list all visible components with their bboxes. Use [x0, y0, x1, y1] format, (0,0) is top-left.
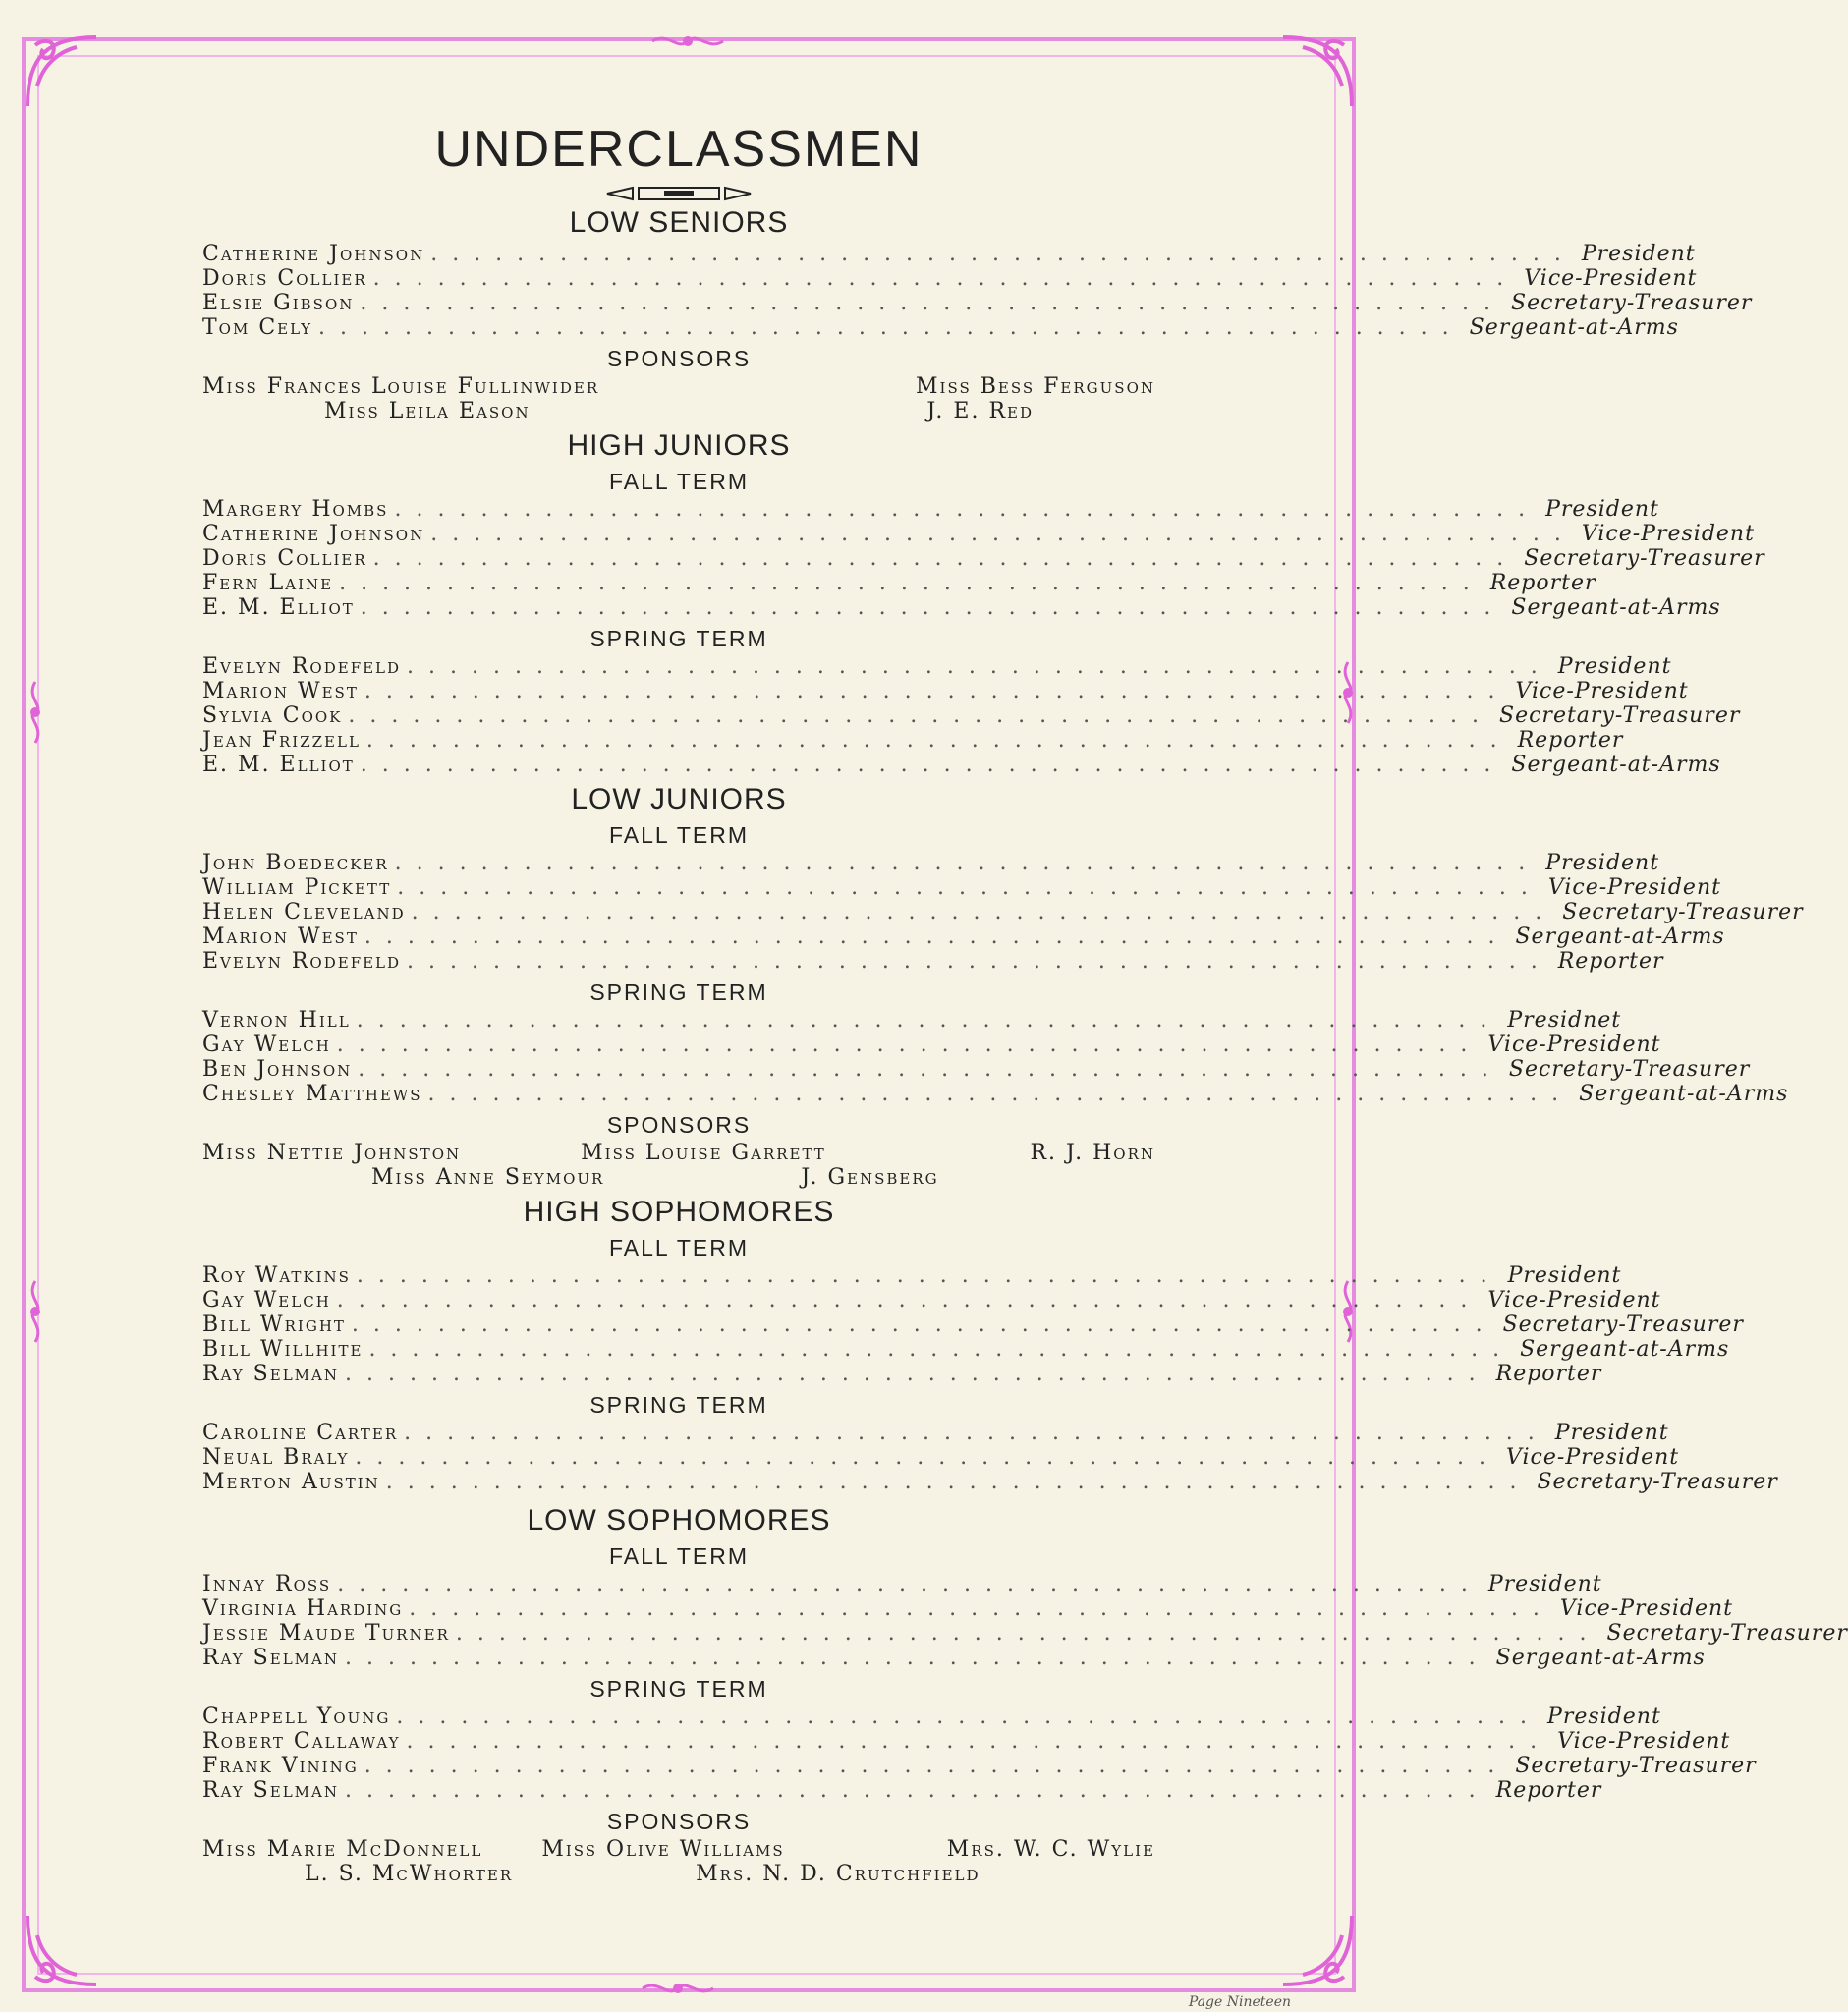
- page-title: UNDERCLASSMEN: [434, 121, 924, 178]
- officer-row: Doris Collier ..................................................... Vice-President: [202, 266, 1698, 291]
- top-ornament-icon: [648, 29, 727, 57]
- officer-office: Vice-President: [1506, 1445, 1680, 1470]
- officer-name: Sylvia Cook: [202, 703, 343, 728]
- officer-name: Margery Hombs: [202, 497, 389, 522]
- officer-name: Ray Selman: [202, 1778, 339, 1803]
- officer-name: E. M. Elliot: [202, 753, 355, 777]
- officer-name: Roy Watkins: [202, 1263, 351, 1288]
- officer-name: Neual Braly: [202, 1445, 350, 1470]
- officer-name: Marion West: [202, 924, 359, 949]
- title-divider-icon: [605, 185, 753, 202]
- officer-name: Gay Welch: [202, 1033, 331, 1057]
- officer-name: Helen Cleveland: [202, 900, 406, 924]
- sponsors-title: SPONSORS: [606, 1112, 752, 1138]
- officer-name: Chappell Young: [202, 1705, 391, 1729]
- left-ornament-icon: [24, 1277, 47, 1350]
- officer-office: Secretary-Treasurer: [1562, 900, 1804, 924]
- officer-row: Chappell Young ..................................................... President: [202, 1705, 1661, 1729]
- officer-office: Sergeant-at-Arms: [1579, 1082, 1789, 1106]
- officer-row: Bill Willhite ..................................................... Sergeant-at-Arms: [202, 1337, 1730, 1362]
- officer-name: Jean Frizzell: [202, 728, 361, 753]
- officer-row: Ray Selman ..................................................... Reporter: [202, 1362, 1602, 1386]
- officer-row: E. M. Elliot ..................................................... Sergeant-at-Arms: [202, 753, 1721, 777]
- officer-office: Secretary-Treasurer: [1502, 1313, 1744, 1337]
- officer-name: Evelyn Rodefeld: [202, 654, 402, 679]
- sponsor-name: Mrs. N. D. Crutchfield: [696, 1862, 980, 1886]
- officer-list: [202, 654, 1741, 777]
- officer-name: Fern Laine: [202, 571, 334, 595]
- officer-row: Evelyn Rodefeld ..................................................... President: [202, 654, 1672, 679]
- officer-name: Jessie Maude Turner: [202, 1621, 450, 1646]
- term-title: SPRING TERM: [589, 979, 768, 1005]
- sponsor-name: Miss Anne Seymour: [371, 1165, 605, 1190]
- officer-row: Catherine Johnson ..................................................... Vice-President: [202, 522, 1755, 546]
- page-number: Page Nineteen: [1188, 1994, 1291, 2010]
- officer-row: Chesley Matthews ..................................................... Sergeant-at-Arms: [202, 1082, 1789, 1106]
- officer-row: Fern Laine ..................................................... Reporter: [202, 571, 1596, 595]
- officer-row: Sylvia Cook ..................................................... Secretary-Treasurer: [202, 703, 1741, 728]
- officer-office: President: [1487, 1572, 1602, 1596]
- officer-office: Vice-President: [1547, 875, 1721, 900]
- officer-name: Robert Callaway: [202, 1729, 401, 1754]
- officer-row: Bill Wright ..................................................... Secretary-Treasurer: [202, 1313, 1744, 1337]
- officer-name: Tom Cely: [202, 315, 313, 340]
- officer-row: Neual Braly ..................................................... Vice-President: [202, 1445, 1680, 1470]
- officer-name: Chesley Matthews: [202, 1082, 422, 1106]
- officer-office: Vice-President: [1559, 1596, 1733, 1621]
- sponsors-title: SPONSORS: [606, 346, 752, 371]
- officer-office: Secretary-Treasurer: [1508, 1057, 1751, 1082]
- term-title: SPRING TERM: [589, 1392, 768, 1418]
- officer-row: Robert Callaway ..................................................... Vice-President: [202, 1729, 1731, 1754]
- officer-name: William Pickett: [202, 875, 392, 900]
- left-ornament-icon: [24, 678, 47, 751]
- sponsor-list: [202, 1141, 1155, 1190]
- sponsor-name: Miss Leila Eason: [324, 399, 531, 423]
- officer-row: Caroline Carter ..................................................... President: [202, 1421, 1669, 1445]
- section-title: HIGH JUNIORS: [567, 429, 791, 462]
- officer-list: [202, 497, 1765, 620]
- officer-name: Vernon Hill: [202, 1008, 351, 1033]
- officer-row: Jessie Maude Turner ..................................................... Secretary-Treasurer: [202, 1621, 1848, 1646]
- officer-list: [202, 1263, 1744, 1386]
- officer-row: Helen Cleveland ..................................................... Secretary-Treasurer: [202, 900, 1804, 924]
- officer-row: Frank Vining ..................................................... Secretary-Treasurer: [202, 1754, 1757, 1778]
- officer-office: Secretary-Treasurer: [1515, 1754, 1757, 1778]
- officer-name: Catherine Johnson: [202, 242, 425, 266]
- officer-name: Innay Ross: [202, 1572, 332, 1596]
- section-title: LOW SOPHOMORES: [527, 1504, 831, 1537]
- officer-office: Reporter: [1489, 571, 1596, 595]
- officer-name: E. M. Elliot: [202, 595, 355, 620]
- term-title: FALL TERM: [609, 1235, 749, 1260]
- sponsor-name: Miss Nettie Johnston: [202, 1141, 462, 1165]
- page-content: [202, 108, 1848, 1886]
- officer-name: Caroline Carter: [202, 1421, 399, 1445]
- officer-office: President: [1545, 497, 1659, 522]
- sponsor-name: Miss Louise Garrett: [581, 1141, 826, 1165]
- officer-office: Sergeant-at-Arms: [1511, 753, 1721, 777]
- officer-list: [202, 1421, 1778, 1494]
- officer-row: Catherine Johnson ..................................................... President: [202, 242, 1696, 266]
- term-title: FALL TERM: [609, 469, 749, 494]
- officer-office: Reporter: [1495, 1778, 1602, 1803]
- officer-row: Margery Hombs ..................................................... President: [202, 497, 1659, 522]
- officer-office: Vice-President: [1524, 266, 1698, 291]
- officer-row: Roy Watkins ..................................................... President: [202, 1263, 1622, 1288]
- sponsor-name: Miss Olive Williams: [541, 1837, 785, 1862]
- sponsor-list: [202, 1837, 1155, 1886]
- term-title: FALL TERM: [609, 1543, 749, 1569]
- corner-ornament-icon: [18, 28, 106, 116]
- sponsor-name: Miss Bess Ferguson: [916, 374, 1155, 399]
- term-title: FALL TERM: [609, 822, 749, 848]
- officer-name: John Boedecker: [202, 851, 389, 875]
- officer-list: [202, 1008, 1789, 1106]
- officer-name: Catherine Johnson: [202, 522, 425, 546]
- officer-office: Reporter: [1495, 1362, 1602, 1386]
- officer-name: Evelyn Rodefeld: [202, 949, 402, 974]
- officer-office: Sergeant-at-Arms: [1511, 595, 1721, 620]
- officer-name: Doris Collier: [202, 266, 367, 291]
- sponsor-name: Mrs. W. C. Wylie: [946, 1837, 1155, 1862]
- sponsor-name: Miss Frances Louise Fullinwider: [202, 374, 600, 399]
- corner-ornament-icon: [18, 1906, 106, 1994]
- sponsor-name: J. E. Red: [926, 399, 1034, 423]
- officer-row: Virginia Harding ..................................................... Vice-President: [202, 1596, 1733, 1621]
- officer-name: Elsie Gibson: [202, 291, 355, 315]
- officer-row: Gay Welch ..................................................... Vice-President: [202, 1033, 1661, 1057]
- officer-row: Elsie Gibson ..................................................... Secretary-Treasurer: [202, 291, 1753, 315]
- officer-name: Ray Selman: [202, 1362, 339, 1386]
- officer-row: Gay Welch ..................................................... Vice-President: [202, 1288, 1661, 1313]
- term-title: SPRING TERM: [589, 1676, 768, 1702]
- officer-row: Innay Ross ..................................................... President: [202, 1572, 1602, 1596]
- section-title: HIGH SOPHOMORES: [523, 1196, 835, 1228]
- officer-office: President: [1507, 1263, 1622, 1288]
- sponsor-name: J. Gensberg: [801, 1165, 939, 1190]
- officer-office: President: [1581, 242, 1696, 266]
- corner-ornament-icon: [1273, 28, 1362, 116]
- officer-office: Reporter: [1517, 728, 1624, 753]
- officer-office: Secretary-Treasurer: [1524, 546, 1765, 571]
- officer-office: Secretary-Treasurer: [1537, 1470, 1778, 1494]
- officer-name: Gay Welch: [202, 1288, 331, 1313]
- sponsor-name: R. J. Horn: [1030, 1141, 1155, 1165]
- officer-row: Ben Johnson ..................................................... Secretary-Treasurer: [202, 1057, 1751, 1082]
- officer-office: Sergeant-at-Arms: [1495, 1646, 1706, 1670]
- officer-name: Virginia Harding: [202, 1596, 404, 1621]
- officer-office: Vice-President: [1557, 1729, 1731, 1754]
- officer-row: Merton Austin ..................................................... Secretary-Treasurer: [202, 1470, 1778, 1494]
- section-title: LOW JUNIORS: [571, 783, 787, 815]
- officer-row: William Pickett ..................................................... Vice-President: [202, 875, 1721, 900]
- officer-row: Marion West ..................................................... Vice-President: [202, 679, 1689, 703]
- officer-office: Secretary-Treasurer: [1499, 703, 1741, 728]
- officer-office: President: [1547, 1705, 1661, 1729]
- corner-ornament-icon: [1273, 1906, 1362, 1994]
- officer-office: President: [1545, 851, 1660, 875]
- officer-list: [202, 1572, 1848, 1670]
- officer-office: President: [1554, 1421, 1669, 1445]
- term-title: SPRING TERM: [589, 626, 768, 651]
- officer-name: Bill Willhite: [202, 1337, 364, 1362]
- sponsor-name: Miss Marie McDonnell: [202, 1837, 483, 1862]
- officer-list: [202, 1705, 1757, 1803]
- sponsor-list: [202, 374, 1155, 423]
- officer-row: John Boedecker ..................................................... President: [202, 851, 1660, 875]
- officer-office: Sergeant-at-Arms: [1520, 1337, 1730, 1362]
- officer-name: Merton Austin: [202, 1470, 380, 1494]
- officer-row: Evelyn Rodefeld ..................................................... Reporter: [202, 949, 1664, 974]
- sponsor-name: L. S. McWhorter: [305, 1862, 514, 1886]
- officer-name: Doris Collier: [202, 546, 367, 571]
- sponsors-title: SPONSORS: [606, 1809, 752, 1834]
- officer-name: Ray Selman: [202, 1646, 339, 1670]
- officer-row: Tom Cely ..................................................... Sergeant-at-Arms: [202, 315, 1679, 340]
- officer-row: Ray Selman ..................................................... Sergeant-at-Arms: [202, 1646, 1706, 1670]
- officer-office: President: [1557, 654, 1672, 679]
- officer-office: Vice-President: [1581, 522, 1755, 546]
- officer-office: Presidnet: [1507, 1008, 1622, 1033]
- officer-list: [202, 851, 1804, 974]
- officer-name: Bill Wright: [202, 1313, 346, 1337]
- officer-office: Vice-President: [1487, 1033, 1661, 1057]
- officer-office: Vice-President: [1487, 1288, 1661, 1313]
- section-title: LOW SENIORS: [569, 206, 789, 239]
- officer-office: Vice-President: [1515, 679, 1689, 703]
- officer-row: Jean Frizzell ..................................................... Reporter: [202, 728, 1624, 753]
- officer-list: [202, 242, 1753, 340]
- officer-row: Doris Collier ..................................................... Secretary-Treasurer: [202, 546, 1765, 571]
- officer-row: Vernon Hill ..................................................... Presidnet: [202, 1008, 1622, 1033]
- officer-row: E. M. Elliot ..................................................... Sergeant-at-Arms: [202, 595, 1721, 620]
- bottom-ornament-icon: [639, 1977, 717, 2004]
- officer-name: Ben Johnson: [202, 1057, 353, 1082]
- officer-name: Frank Vining: [202, 1754, 359, 1778]
- officer-office: Sergeant-at-Arms: [1469, 315, 1679, 340]
- officer-office: Reporter: [1557, 949, 1664, 974]
- officer-office: Secretary-Treasurer: [1511, 291, 1753, 315]
- officer-row: Marion West ..................................................... Sergeant-at-Arms: [202, 924, 1725, 949]
- officer-office: Sergeant-at-Arms: [1515, 924, 1725, 949]
- officer-office: Secretary-Treasurer: [1606, 1621, 1848, 1646]
- officer-row: Ray Selman ..................................................... Reporter: [202, 1778, 1602, 1803]
- officer-name: Marion West: [202, 679, 359, 703]
